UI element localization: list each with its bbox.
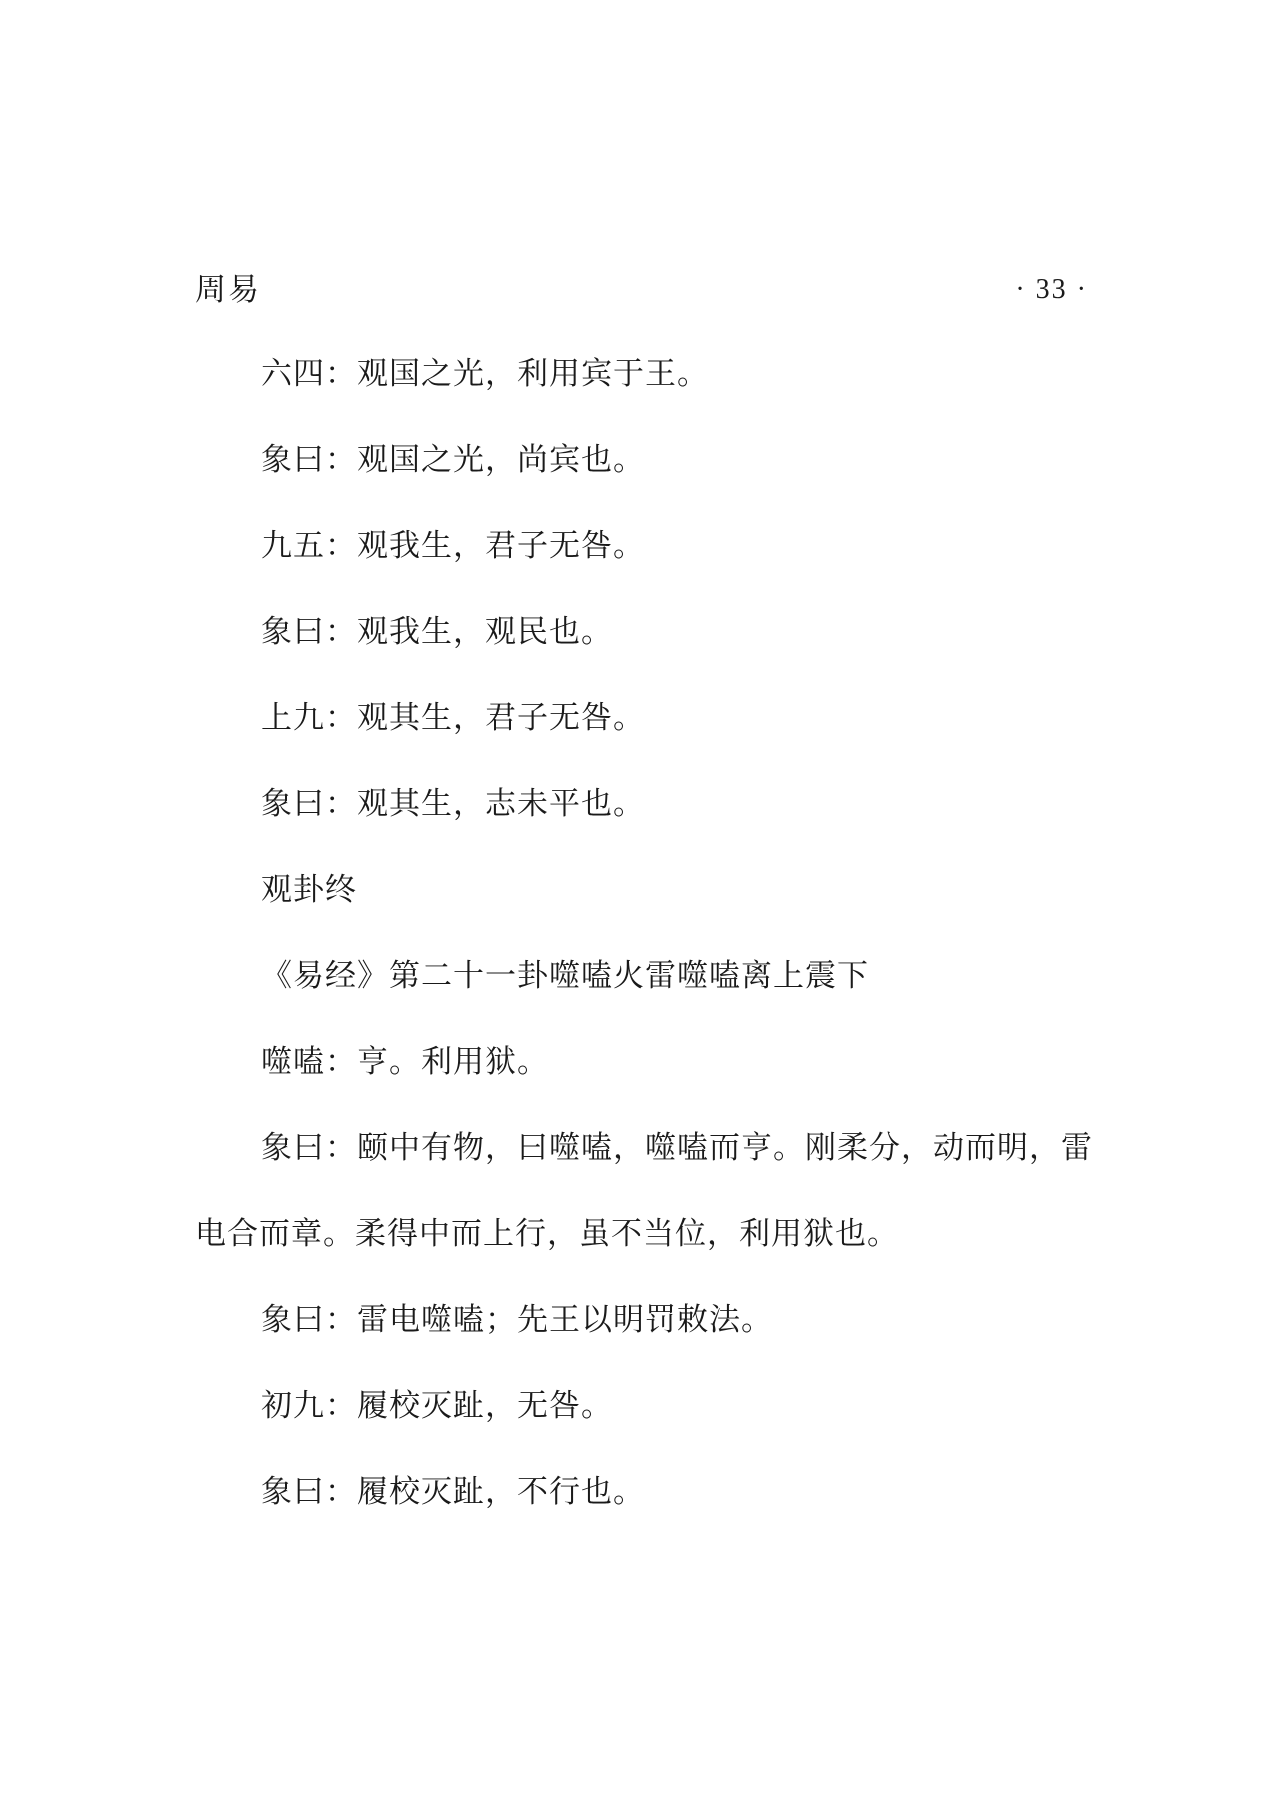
paragraph: 上九：观其生，君子无咎。 <box>261 700 645 736</box>
running-title: 周易 <box>195 272 261 308</box>
paragraph: 噬嗑：亨。利用狱。 <box>261 1044 549 1080</box>
body-text <box>195 352 1095 1556</box>
paragraph: 六四：观国之光，利用宾于王。 <box>261 356 709 392</box>
paragraph: 象曰：观国之光，尚宾也。 <box>261 442 645 478</box>
paragraph: 象曰：观其生，志未平也。 <box>261 786 645 822</box>
paragraph: 九五：观我生，君子无咎。 <box>261 528 645 564</box>
paragraph: 初九：履校灭趾，无咎。 <box>261 1388 613 1424</box>
page-header <box>195 268 1088 312</box>
paragraph: 象曰：颐中有物，曰噬嗑，噬嗑而亨。刚柔分，动而明，雷电合而章。柔得中而上行，虽不当位，利用狱也。 <box>195 1130 1093 1252</box>
paragraph: 象曰：履校灭趾，不行也。 <box>261 1474 645 1510</box>
paragraph: 观卦终 <box>261 872 357 908</box>
paragraph: 《易经》第二十一卦噬嗑火雷噬嗑离上震下 <box>261 958 869 994</box>
paragraph: 象曰：观我生，观民也。 <box>261 614 613 650</box>
paragraph: 象曰：雷电噬嗑；先王以明罚敕法。 <box>261 1302 773 1338</box>
page-number: · 33 · <box>1015 274 1088 305</box>
